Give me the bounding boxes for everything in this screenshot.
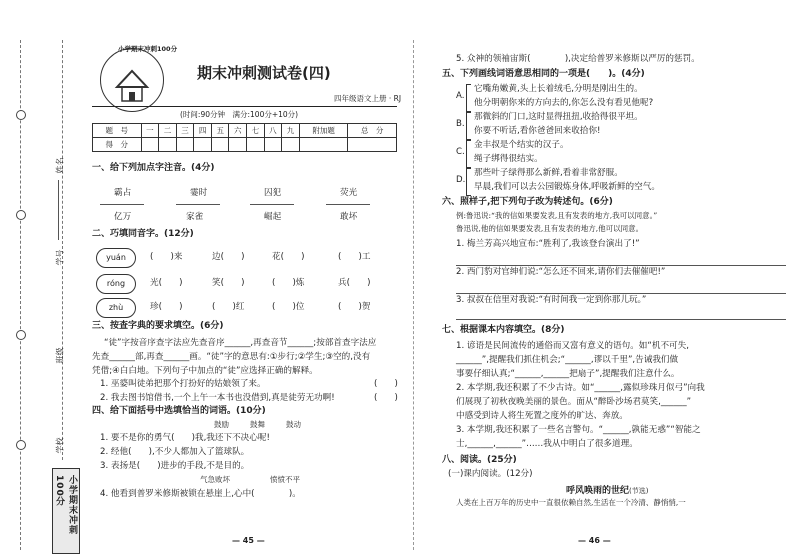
score-header: 附加题	[299, 124, 348, 138]
title-rule	[92, 106, 397, 107]
q2-blank: 兵( )	[338, 278, 371, 288]
pinyin-line[interactable]	[326, 204, 370, 205]
option-line: 绳子绑得很结实。	[474, 154, 543, 164]
q1-word: 荧光	[340, 188, 358, 198]
q4-item: 3. 表扬是( )进步的手段,不是目的。	[100, 461, 250, 471]
school-label: 学校	[55, 437, 65, 454]
q2-blank: ( )炼	[272, 278, 305, 288]
pinyin-line[interactable]	[100, 204, 144, 205]
option-line: 它嘴角嫩黄,头上长着绒毛,分明是刚出生的。	[474, 84, 643, 94]
option-brace	[466, 168, 471, 196]
passage-title-text: 呼风唤雨的世纪	[566, 486, 630, 496]
word-choice: 愤愤不平	[270, 475, 300, 484]
score-header: 二	[159, 124, 177, 138]
q7-text: 3. 本学期,我还积累了一些名言警句。“______,孰能无惑”“智能之	[456, 425, 701, 435]
q3-text: “徒”字按音序查字法应先查音序______,再查音节______;按部首查字法应	[104, 338, 377, 348]
option-brace	[466, 112, 471, 140]
score-header: 四	[194, 124, 212, 138]
q7-text: 士,______,______”……我从中明白了很多道理。	[456, 439, 638, 449]
q3-text: 先查______部,再查______画。“徒”字的意思有:①步行;②学生;③空的,没有	[92, 352, 371, 362]
q1-word: 囚犯	[264, 188, 282, 198]
q2-blank: 花( )	[272, 252, 305, 262]
option-brace	[466, 84, 471, 112]
q2-blank: 珍( )	[150, 302, 183, 312]
answer-paren[interactable]: ( )	[374, 393, 398, 403]
pinyin-line[interactable]	[250, 204, 294, 205]
q2-blank: ( )红	[212, 302, 245, 312]
q8-heading: 八、阅读。(25分)	[442, 455, 517, 465]
score-cell[interactable]	[264, 138, 282, 152]
q3-item: 1. 巫婆叫徒弟把那个打扮好的姑娘领了来。	[100, 379, 266, 389]
score-table	[92, 123, 397, 152]
q1-word: 亿万	[114, 212, 132, 222]
student-id-label: 学号	[55, 249, 65, 266]
score-header: 九	[282, 124, 300, 138]
q7-text: 1. 谚语是民间流传的通俗而又富有意义的语句。如“机不可失,	[456, 341, 689, 351]
q6-item: 3. 叔叔在信里对我说:“有时间我一定到你那儿玩。”	[456, 295, 647, 305]
q1-word: 崛起	[264, 212, 282, 222]
option-line: 他分明朝你来的方向去的,你怎么没有看见他呢?	[474, 98, 654, 108]
q5-heading: 五、下列画线词语意思相同的一项是( )。(4分)	[442, 69, 645, 79]
page-number-right: — 46 —	[578, 536, 611, 545]
answer-line[interactable]	[456, 319, 786, 320]
q7-text: 事要仔细认真;“______,______把扇子”,提醒我们注意什么。	[456, 369, 680, 379]
q1-word: 敢坏	[340, 212, 358, 222]
class-label: 班级	[55, 347, 65, 364]
time-info: (时间:90分钟 满分:100分+10分)	[180, 110, 299, 119]
option-line: 那微斜的门口,这时显得扭扭,收拾得很平坦。	[474, 112, 643, 122]
score-cell[interactable]	[247, 138, 265, 152]
score-header: 六	[229, 124, 247, 138]
score-cell[interactable]	[194, 138, 212, 152]
q2-blank: ( )来	[150, 252, 183, 262]
q2-blank: 光( )	[150, 278, 183, 288]
q7-text: ______”,提醒我们抓住机会;“______,谬以千里”,告诫我们做	[456, 355, 679, 365]
q1-word: 霸占	[114, 188, 132, 198]
logo-text: 小学期末冲刺100分	[118, 45, 178, 53]
pinyin-cloud-rong: róng	[96, 274, 136, 294]
q3-item: 2. 我去图书馆借书,一个上午一本书也没借到,真是徒劳无功啊!	[100, 393, 335, 403]
q7-text: 2. 本学期,我还积累了不少古诗。如“______,露似珍珠月似弓”向我	[456, 383, 705, 393]
name-line	[58, 180, 60, 240]
score-cell[interactable]	[229, 138, 247, 152]
q2-blank: ( )工	[338, 252, 371, 262]
q6-item: 2. 西门豹对官绅们说:“怎么还不回来,请你们去催催吧!”	[456, 267, 666, 277]
score-header: 一	[141, 124, 159, 138]
series-badge	[52, 468, 80, 554]
q7-text: 们展现了初秋夜晚美丽的景色。面从“醉卧沙场君莫笑,______”	[456, 397, 692, 407]
binding-hole	[16, 330, 26, 340]
q2-blank: 笑( )	[212, 278, 245, 288]
q4-heading: 四、给下面括号中选填恰当的词语。(10分)	[92, 406, 266, 416]
right-page	[400, 0, 800, 560]
series-logo	[100, 48, 164, 112]
q6-item: 1. 梅兰芳高兴地宣布:“胜利了,我该登台演出了!”	[456, 239, 640, 249]
answer-paren[interactable]: ( )	[374, 379, 398, 389]
score-header: 总 分	[348, 124, 397, 138]
score-cell[interactable]	[348, 138, 397, 152]
binding-hole	[16, 440, 26, 450]
option-line: 金丰叔是个结实的汉子。	[474, 140, 569, 150]
q2-blank: 边( )	[212, 252, 245, 262]
score-cell[interactable]	[211, 138, 229, 152]
q3-text: 凭借;④白白地。下列句子中加点的“徒”应选择正确的解释。	[92, 366, 318, 376]
q7-heading: 七、根据课本内容填空。(8分)	[442, 325, 565, 335]
q3-heading: 三、按查字典的要求填空。(6分)	[92, 321, 224, 331]
score-cell[interactable]	[176, 138, 194, 152]
page-number-left: — 45 —	[232, 536, 265, 545]
q1-word: 家雀	[186, 212, 204, 222]
q2-blank: ( )贺	[338, 302, 371, 312]
option-letter[interactable]: A.	[456, 91, 465, 101]
q4-item: 4. 他看到普罗米修斯被锁在悬崖上,心中( )。	[100, 489, 301, 499]
q8-subheading: (一)课内阅读。(12分)	[448, 469, 533, 479]
q4-item: 2. 经他( ),不少人都加入了篮球队。	[100, 447, 250, 457]
score-row-label: 得 分	[93, 138, 142, 152]
word-choice: 鼓动	[286, 420, 301, 429]
binding-hole	[16, 210, 26, 220]
q6-heading: 六、照样子,把下列句子改为转述句。(6分)	[442, 197, 613, 207]
score-cell[interactable]	[141, 138, 159, 152]
name-label: 姓名	[55, 157, 65, 174]
score-header: 题 号	[93, 124, 142, 138]
pinyin-line[interactable]	[176, 204, 220, 205]
example-answer: 鲁迅说,他的信如果要发表,且有发表的地方,他可以同意。	[456, 224, 644, 233]
option-letter[interactable]: C.	[456, 147, 465, 157]
q1-word: 霎时	[190, 188, 208, 198]
score-cell[interactable]	[299, 138, 348, 152]
q4-item: 1. 要不是你的勇气( )我,我还下不决心呢!	[100, 433, 270, 443]
series-badge-text: 小学期末冲刺100分	[54, 475, 77, 535]
score-cell[interactable]	[159, 138, 177, 152]
q2-blank: ( )位	[272, 302, 305, 312]
score-cell[interactable]	[282, 138, 300, 152]
score-header: 五	[211, 124, 229, 138]
exam-subtitle: 四年级语文上册 · RJ	[334, 94, 402, 103]
word-choice: 气急败坏	[200, 475, 230, 484]
option-line: 早晨,我们可以去公园锻炼身体,呼吸新鲜的空气。	[474, 182, 660, 192]
passage-text: 人类在上百万年的历史中一直很依赖自然,生活在一个冷清、静悄悄,一	[456, 498, 686, 507]
passage-note: (节选)	[629, 487, 649, 495]
option-letter[interactable]: D.	[456, 175, 466, 185]
q4-item: 5. 众神的领袖宙斯( ),决定给普罗米修斯以严厉的惩罚。	[456, 54, 700, 64]
pinyin-cloud-zhu: zhù	[96, 298, 136, 318]
word-choice: 鼓舞	[250, 420, 265, 429]
example-quote: 例:鲁迅说:“我的信如果要发表,且有发表的地方,我可以同意。”	[456, 211, 658, 220]
word-choice: 鼓励	[214, 420, 229, 429]
house-logo-icon	[101, 49, 163, 111]
passage-title	[566, 483, 648, 496]
score-header: 三	[176, 124, 194, 138]
q2-heading: 二、巧填同音字。(12分)	[92, 229, 194, 239]
score-header: 八	[264, 124, 282, 138]
q1-heading: 一、给下列加点字注音。(4分)	[92, 163, 215, 173]
exam-title: 期末冲刺测试卷(四)	[197, 64, 331, 82]
score-header: 七	[247, 124, 265, 138]
option-brace	[466, 140, 471, 168]
binding-hole	[16, 110, 26, 120]
binding-strip	[0, 0, 84, 560]
q7-text: 中感受到诗人将生死置之度外的旷达、奔放。	[456, 411, 628, 421]
pinyin-cloud-yuan: yuán	[96, 248, 136, 268]
option-letter[interactable]: B.	[456, 119, 465, 129]
option-line: 你要不听话,看你爸爸回来收拾你!	[474, 126, 601, 136]
option-line: 那些叶子绿得那么新鲜,看着非常舒服。	[474, 168, 623, 178]
